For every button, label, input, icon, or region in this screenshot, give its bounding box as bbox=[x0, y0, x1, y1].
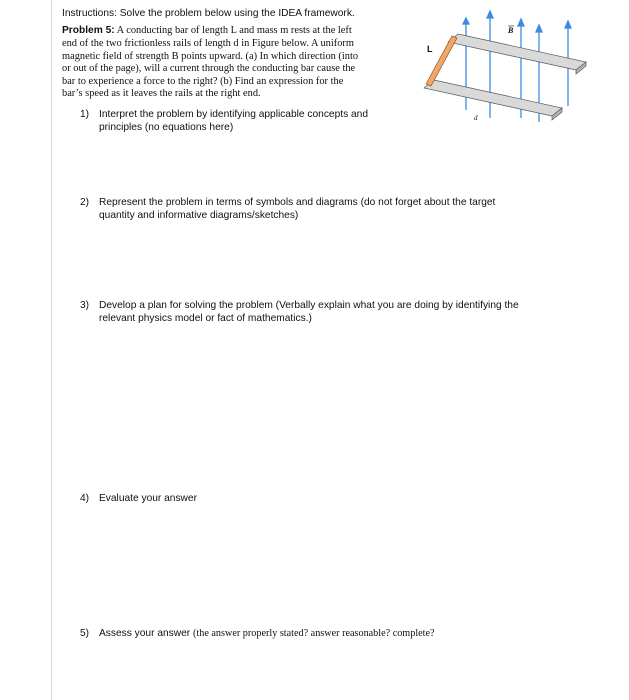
step-2-line-2: quantity and informative diagrams/sketches) bbox=[99, 210, 299, 221]
step-3-number: 3) bbox=[80, 300, 90, 311]
problem-statement bbox=[62, 8, 414, 100]
field-arrow-icon bbox=[536, 25, 542, 32]
step-3-line-1: Develop a plan for solving the problem (Verbally explain what you are doing by identifying the bbox=[99, 300, 519, 311]
problem-text-1: A conducting bar of length L and mass m rests at the left bbox=[114, 25, 352, 37]
step-1-line-2: principles (no equations here) bbox=[99, 122, 234, 133]
label-d: d bbox=[474, 114, 478, 122]
step-5-number: 5) bbox=[80, 628, 90, 639]
label-B: B bbox=[508, 26, 514, 35]
step-2-line-1: Represent the problem in terms of symbols and diagrams (do not forget about the target bbox=[99, 197, 496, 208]
instructions-line: Instructions: Solve the problem below using the IDEA framework. bbox=[62, 8, 355, 19]
step-5-text-b: (the answer properly stated? answer reasonable? complete? bbox=[193, 628, 435, 639]
step-5-text-a: Assess your answer bbox=[99, 628, 193, 639]
step-4-number: 4) bbox=[80, 493, 90, 504]
problem-line-2: end of the two frictionless rails of length d in Figure below. A uniform bbox=[62, 38, 354, 50]
step-1-number: 1) bbox=[80, 109, 90, 120]
field-arrow-icon bbox=[518, 19, 524, 26]
back-rail bbox=[448, 34, 586, 70]
label-L: L bbox=[427, 44, 433, 54]
problem-line-6: bar’s speed as it leaves the rails at the right end. bbox=[62, 88, 261, 100]
step-1-line-1: Interpret the problem by identifying applicable concepts and bbox=[99, 109, 369, 120]
step-2-number: 2) bbox=[80, 197, 90, 208]
step-3-line-2: relevant physics model or fact of mathematics.) bbox=[99, 313, 312, 324]
problem-line-4: or out of the page), will a current through the conducting bar cause the bbox=[62, 63, 356, 75]
field-arrow-icon bbox=[463, 18, 469, 24]
problem-line-5: bar to experience a force to the right? (b) Find an expression for the bbox=[62, 75, 344, 87]
rails-bar-figure bbox=[418, 6, 594, 122]
field-arrow-icon bbox=[487, 11, 493, 18]
problem-label: Problem 5: bbox=[62, 25, 115, 37]
step-5-line-1 bbox=[99, 627, 569, 640]
field-arrow-icon bbox=[565, 21, 571, 28]
problem-line-1 bbox=[62, 20, 414, 38]
problem-line-3: magnetic field of strength B points upward. (a) In which direction (into bbox=[62, 50, 359, 62]
step-4-line-1: Evaluate your answer bbox=[99, 493, 197, 504]
front-rail bbox=[424, 80, 562, 116]
